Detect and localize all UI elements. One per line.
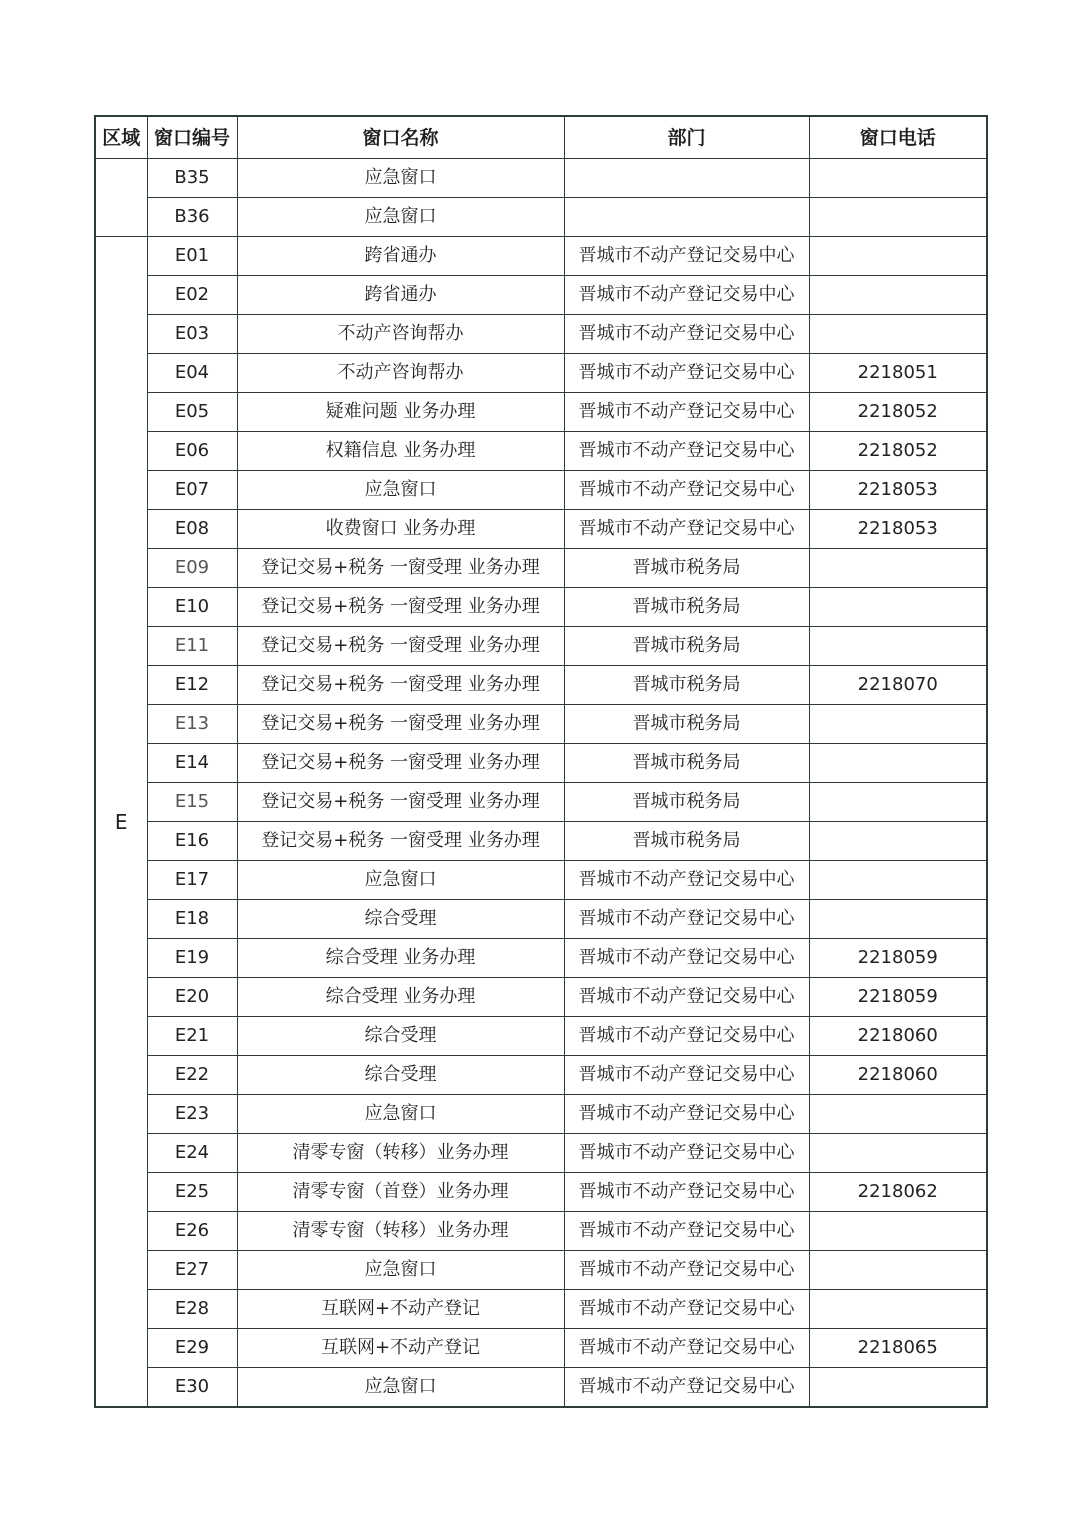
table-row xyxy=(95,159,987,198)
window-phone-cell xyxy=(809,1134,987,1173)
table-row xyxy=(95,666,987,705)
window-name-cell: 清零专窗（转移）业务办理 xyxy=(237,1212,564,1251)
window-code-cell: E07 xyxy=(147,471,237,510)
table-row xyxy=(95,588,987,627)
department-cell: 晋城市税务局 xyxy=(564,627,809,666)
window-phone-cell xyxy=(809,783,987,822)
department-cell: 晋城市不动产登记交易中心 xyxy=(564,237,809,276)
table-row xyxy=(95,627,987,666)
table-row xyxy=(95,1134,987,1173)
window-phone-cell xyxy=(809,276,987,315)
window-phone-cell xyxy=(809,588,987,627)
window-phone-cell xyxy=(809,744,987,783)
department-cell: 晋城市不动产登记交易中心 xyxy=(564,510,809,549)
header-window-code: 窗口编号 xyxy=(147,116,237,159)
window-code-cell: E08 xyxy=(147,510,237,549)
window-name-cell: 互联网+不动产登记 xyxy=(237,1329,564,1368)
department-cell: 晋城市税务局 xyxy=(564,588,809,627)
table-row xyxy=(95,237,987,276)
table-row xyxy=(95,1212,987,1251)
window-name-cell: 登记交易+税务 一窗受理 业务办理 xyxy=(237,666,564,705)
window-phone-cell: 2218052 xyxy=(809,393,987,432)
window-name-cell: 登记交易+税务 一窗受理 业务办理 xyxy=(237,783,564,822)
window-phone-cell xyxy=(809,1368,987,1408)
window-code-cell: E26 xyxy=(147,1212,237,1251)
window-phone-cell: 2218062 xyxy=(809,1173,987,1212)
window-code-cell: E21 xyxy=(147,1017,237,1056)
department-cell: 晋城市不动产登记交易中心 xyxy=(564,1251,809,1290)
department-cell: 晋城市不动产登记交易中心 xyxy=(564,1329,809,1368)
department-cell: 晋城市不动产登记交易中心 xyxy=(564,1056,809,1095)
header-window-name: 窗口名称 xyxy=(237,116,564,159)
table-row xyxy=(95,900,987,939)
window-name-cell: 应急窗口 xyxy=(237,198,564,237)
window-phone-cell xyxy=(809,627,987,666)
window-name-cell: 收费窗口 业务办理 xyxy=(237,510,564,549)
window-code-cell: E17 xyxy=(147,861,237,900)
window-phone-cell xyxy=(809,159,987,198)
department-cell: 晋城市不动产登记交易中心 xyxy=(564,276,809,315)
region-cell-e: E xyxy=(95,237,147,1408)
department-cell: 晋城市税务局 xyxy=(564,549,809,588)
window-name-cell: 登记交易+税务 一窗受理 业务办理 xyxy=(237,822,564,861)
department-cell: 晋城市不动产登记交易中心 xyxy=(564,1095,809,1134)
table-row xyxy=(95,1290,987,1329)
window-name-cell: 登记交易+税务 一窗受理 业务办理 xyxy=(237,744,564,783)
window-phone-cell: 2218060 xyxy=(809,1017,987,1056)
window-phone-cell: 2218059 xyxy=(809,978,987,1017)
table-header-row xyxy=(95,116,987,159)
window-phone-cell xyxy=(809,1251,987,1290)
table-row xyxy=(95,822,987,861)
window-code-cell: E01 xyxy=(147,237,237,276)
table-row xyxy=(95,783,987,822)
window-code-cell: E10 xyxy=(147,588,237,627)
window-phone-cell xyxy=(809,900,987,939)
department-cell: 晋城市税务局 xyxy=(564,744,809,783)
window-name-cell: 综合受理 xyxy=(237,1017,564,1056)
window-name-cell: 不动产咨询帮办 xyxy=(237,315,564,354)
window-name-cell: 应急窗口 xyxy=(237,471,564,510)
department-cell: 晋城市不动产登记交易中心 xyxy=(564,1290,809,1329)
window-phone-cell: 2218060 xyxy=(809,1056,987,1095)
window-code-cell: E24 xyxy=(147,1134,237,1173)
department-cell: 晋城市不动产登记交易中心 xyxy=(564,315,809,354)
window-name-cell: 综合受理 业务办理 xyxy=(237,939,564,978)
region-cell-b xyxy=(95,159,147,237)
window-code-cell: E12 xyxy=(147,666,237,705)
table-row xyxy=(95,705,987,744)
window-name-cell: 跨省通办 xyxy=(237,237,564,276)
window-phone-cell xyxy=(809,315,987,354)
table-row xyxy=(95,1017,987,1056)
window-code-cell: E20 xyxy=(147,978,237,1017)
window-phone-cell xyxy=(809,237,987,276)
window-phone-cell xyxy=(809,1095,987,1134)
window-name-cell: 应急窗口 xyxy=(237,1095,564,1134)
department-cell: 晋城市不动产登记交易中心 xyxy=(564,1017,809,1056)
window-name-cell: 不动产咨询帮办 xyxy=(237,354,564,393)
table-row xyxy=(95,1251,987,1290)
window-phone-cell xyxy=(809,1290,987,1329)
department-cell xyxy=(564,159,809,198)
service-window-table xyxy=(94,115,988,1408)
department-cell: 晋城市不动产登记交易中心 xyxy=(564,393,809,432)
table-row xyxy=(95,510,987,549)
department-cell: 晋城市税务局 xyxy=(564,783,809,822)
department-cell: 晋城市不动产登记交易中心 xyxy=(564,900,809,939)
window-phone-cell: 2218053 xyxy=(809,510,987,549)
window-code-cell: E11 xyxy=(147,627,237,666)
table-row xyxy=(95,861,987,900)
department-cell: 晋城市税务局 xyxy=(564,822,809,861)
window-name-cell: 综合受理 xyxy=(237,1056,564,1095)
table-row xyxy=(95,1173,987,1212)
window-code-cell: E18 xyxy=(147,900,237,939)
window-code-cell: E02 xyxy=(147,276,237,315)
department-cell: 晋城市不动产登记交易中心 xyxy=(564,1173,809,1212)
window-code-cell: E27 xyxy=(147,1251,237,1290)
window-name-cell: 登记交易+税务 一窗受理 业务办理 xyxy=(237,705,564,744)
header-region: 区域 xyxy=(95,116,147,159)
window-code-cell: E03 xyxy=(147,315,237,354)
window-code-cell: E16 xyxy=(147,822,237,861)
window-name-cell: 综合受理 xyxy=(237,900,564,939)
window-phone-cell: 2218059 xyxy=(809,939,987,978)
window-code-cell: E05 xyxy=(147,393,237,432)
table-row xyxy=(95,276,987,315)
window-name-cell: 应急窗口 xyxy=(237,861,564,900)
window-name-cell: 登记交易+税务 一窗受理 业务办理 xyxy=(237,627,564,666)
window-code-cell: E22 xyxy=(147,1056,237,1095)
window-code-cell: E23 xyxy=(147,1095,237,1134)
table-row xyxy=(95,315,987,354)
window-code-cell: E14 xyxy=(147,744,237,783)
window-phone-cell: 2218053 xyxy=(809,471,987,510)
window-name-cell: 跨省通办 xyxy=(237,276,564,315)
window-phone-cell: 2218051 xyxy=(809,354,987,393)
department-cell: 晋城市不动产登记交易中心 xyxy=(564,354,809,393)
table-row xyxy=(95,1329,987,1368)
window-name-cell: 权籍信息 业务办理 xyxy=(237,432,564,471)
header-window-phone: 窗口电话 xyxy=(809,116,987,159)
window-code-cell: B35 xyxy=(147,159,237,198)
table-row xyxy=(95,744,987,783)
table-row xyxy=(95,549,987,588)
window-code-cell: E30 xyxy=(147,1368,237,1408)
window-code-cell: E29 xyxy=(147,1329,237,1368)
table-row xyxy=(95,1368,987,1408)
window-phone-cell xyxy=(809,822,987,861)
window-name-cell: 应急窗口 xyxy=(237,159,564,198)
department-cell: 晋城市税务局 xyxy=(564,666,809,705)
window-phone-cell xyxy=(809,198,987,237)
window-code-cell: B36 xyxy=(147,198,237,237)
window-name-cell: 登记交易+税务 一窗受理 业务办理 xyxy=(237,549,564,588)
department-cell: 晋城市不动产登记交易中心 xyxy=(564,1134,809,1173)
department-cell: 晋城市税务局 xyxy=(564,705,809,744)
table-row xyxy=(95,198,987,237)
window-phone-cell: 2218052 xyxy=(809,432,987,471)
department-cell: 晋城市不动产登记交易中心 xyxy=(564,432,809,471)
window-code-cell: E19 xyxy=(147,939,237,978)
department-cell: 晋城市不动产登记交易中心 xyxy=(564,1368,809,1408)
table-row xyxy=(95,432,987,471)
window-name-cell: 登记交易+税务 一窗受理 业务办理 xyxy=(237,588,564,627)
department-cell: 晋城市不动产登记交易中心 xyxy=(564,861,809,900)
window-name-cell: 清零专窗（转移）业务办理 xyxy=(237,1134,564,1173)
table-row xyxy=(95,939,987,978)
window-code-cell: E28 xyxy=(147,1290,237,1329)
table-row xyxy=(95,393,987,432)
department-cell: 晋城市不动产登记交易中心 xyxy=(564,1212,809,1251)
window-name-cell: 应急窗口 xyxy=(237,1251,564,1290)
window-phone-cell xyxy=(809,861,987,900)
window-phone-cell: 2218065 xyxy=(809,1329,987,1368)
window-phone-cell xyxy=(809,549,987,588)
table-row xyxy=(95,1095,987,1134)
window-code-cell: E04 xyxy=(147,354,237,393)
department-cell xyxy=(564,198,809,237)
department-cell: 晋城市不动产登记交易中心 xyxy=(564,978,809,1017)
window-code-cell: E25 xyxy=(147,1173,237,1212)
window-phone-cell xyxy=(809,1212,987,1251)
table-body xyxy=(95,159,987,1408)
header-department: 部门 xyxy=(564,116,809,159)
window-name-cell: 应急窗口 xyxy=(237,1368,564,1408)
window-code-cell: E09 xyxy=(147,549,237,588)
window-code-cell: E06 xyxy=(147,432,237,471)
window-name-cell: 综合受理 业务办理 xyxy=(237,978,564,1017)
table-row xyxy=(95,354,987,393)
table-row xyxy=(95,471,987,510)
window-code-cell: E13 xyxy=(147,705,237,744)
window-name-cell: 清零专窗（首登）业务办理 xyxy=(237,1173,564,1212)
table-row xyxy=(95,978,987,1017)
window-phone-cell xyxy=(809,705,987,744)
window-name-cell: 疑难问题 业务办理 xyxy=(237,393,564,432)
window-name-cell: 互联网+不动产登记 xyxy=(237,1290,564,1329)
department-cell: 晋城市不动产登记交易中心 xyxy=(564,471,809,510)
window-code-cell: E15 xyxy=(147,783,237,822)
department-cell: 晋城市不动产登记交易中心 xyxy=(564,939,809,978)
table-row xyxy=(95,1056,987,1095)
window-phone-cell: 2218070 xyxy=(809,666,987,705)
